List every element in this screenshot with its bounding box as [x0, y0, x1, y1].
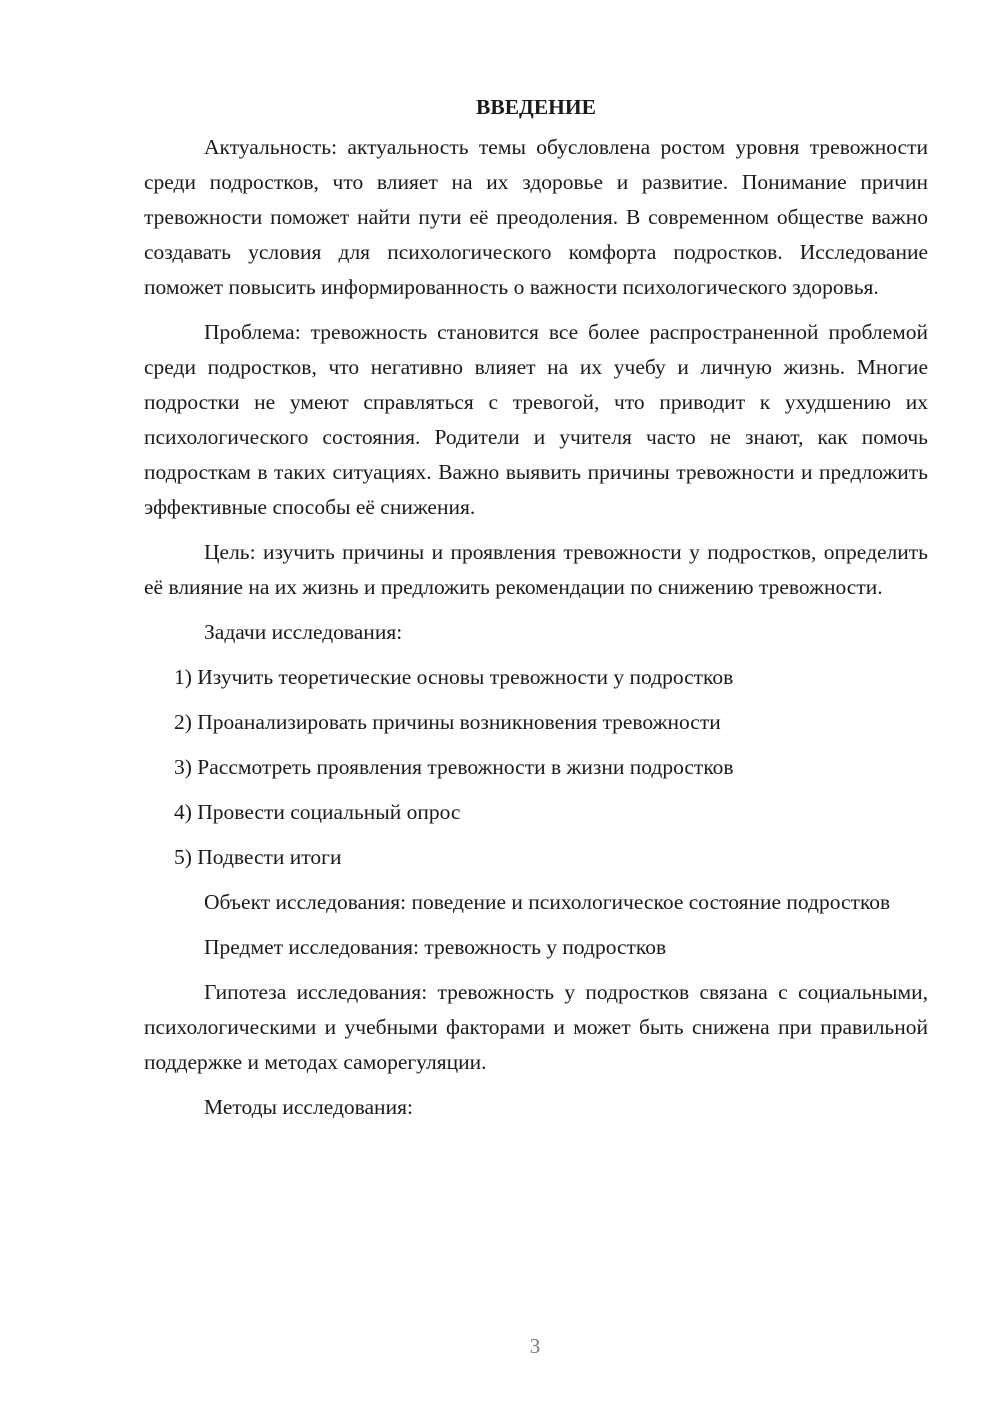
- page-content: [144, 92, 928, 1135]
- methods-title: Методы исследования:: [204, 1095, 413, 1119]
- hypothesis-paragraph: Гипотеза исследования: тревожность у подростков связана с социальными, психологическими и учебными факторами и может быть снижена при правильной поддержке и методах саморегуляции.: [144, 980, 928, 1074]
- task-item: 2) Проанализировать причины возникновения тревожности: [174, 710, 721, 734]
- relevance-paragraph: Актуальность: актуальность темы обусловлена ростом уровня тревожности среди подростков, что влияет на их здоровье и развитие. Понимание причин тревожности поможет найти пути её преодоления. В современном обществе важно создавать условия для психологического комфорта подростков. Исследование поможет повысить информированность о важности психологического здоровья.: [144, 135, 928, 299]
- subject-paragraph: Предмет исследования: тревожность у подростков: [204, 935, 667, 959]
- problem-paragraph: Проблема: тревожность становится все более распространенной проблемой среди подростков, что негативно влияет на их учебу и личную жизнь. Многие подростки не умеют справляться с тревогой, что приводит к ухудшению их психологического состояния. Родители и учителя часто не знают, как помочь подросткам в таких ситуациях. Важно выявить причины тревожности и предложить эффективные способы её снижения.: [144, 320, 928, 519]
- goal-paragraph: Цель: изучить причины и проявления тревожности у подростков, определить её влияние на их жизнь и предложить рекомендации по снижению тревожности.: [144, 540, 928, 599]
- task-item: 1) Изучить теоретические основы тревожности у подростков: [174, 665, 734, 689]
- task-item: 3) Рассмотреть проявления тревожности в жизни подростков: [174, 755, 734, 779]
- task-item: 4) Провести социальный опрос: [174, 800, 461, 824]
- task-item: 5) Подвести итоги: [174, 845, 342, 869]
- section-heading: ВВЕДЕНИЕ: [476, 95, 596, 119]
- object-paragraph: Объект исследования: поведение и психологическое состояние подростков: [204, 890, 891, 914]
- page-number: 3: [529, 1334, 541, 1358]
- tasks-title: Задачи исследования:: [204, 620, 403, 644]
- tasks-list: [144, 660, 928, 875]
